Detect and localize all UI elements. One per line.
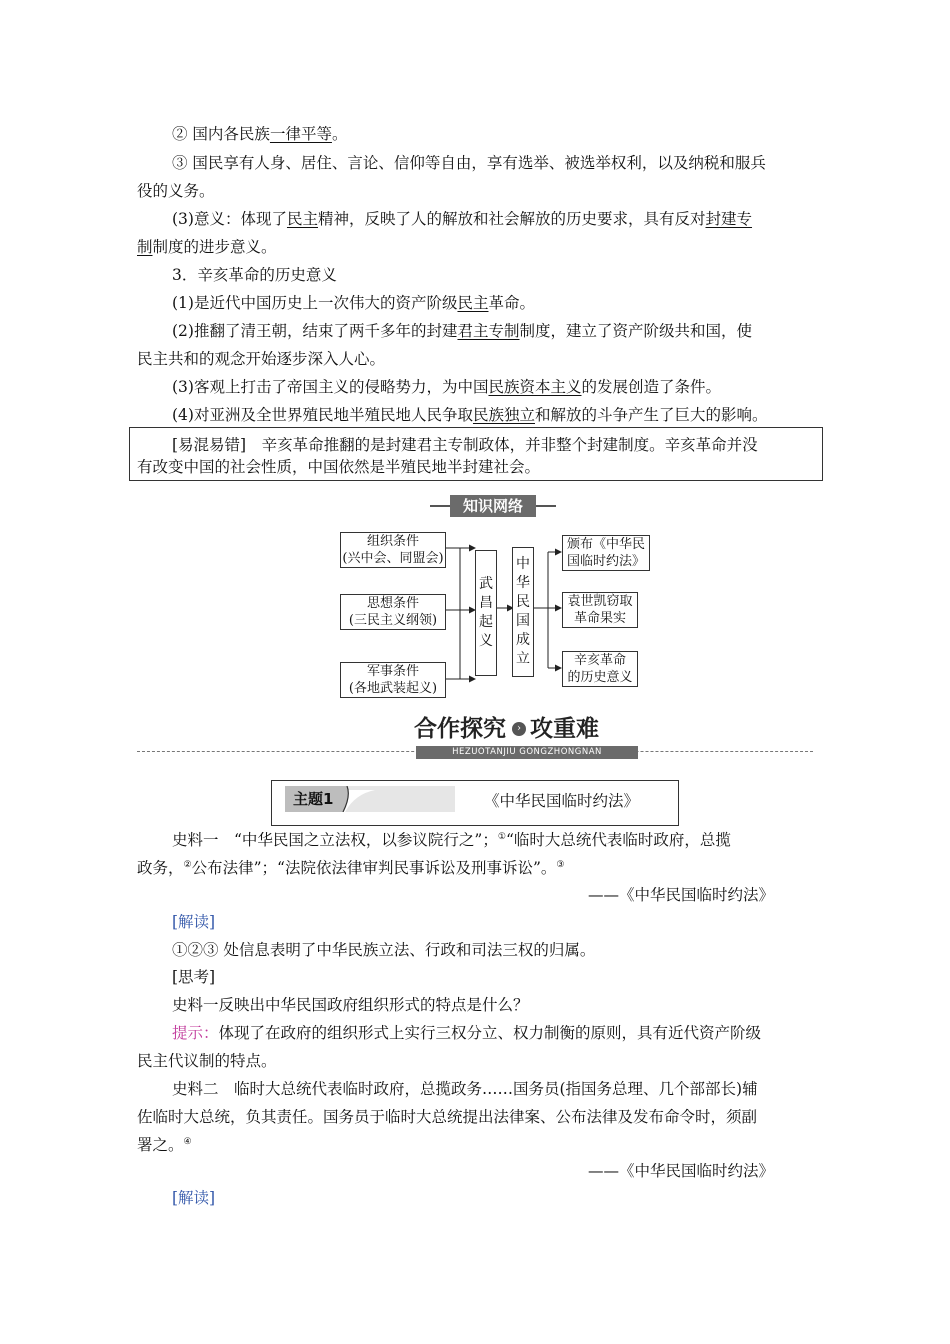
network-title-bar: [430, 495, 556, 517]
meaning-4: (4)对亚洲及全世界殖民地半殖民地人民争取民族独立和解放的斗争产生了巨大的影响。: [172, 406, 768, 424]
org-condition-box: 组织条件 (兴中会、同盟会): [340, 532, 446, 568]
source1-question: 史料一反映出中华民国政府组织形式的特点是什么？: [172, 996, 529, 1014]
military-condition-box: 军事条件 (各地武装起义): [340, 662, 446, 698]
clause-2: ② 国内各民族一律平等。: [172, 125, 348, 143]
roc-founded-box: 中 华 民 国 成 立: [512, 547, 534, 677]
meaning-3: (3)客观上打击了帝国主义的侵略势力，为中国民族资本主义的发展创造了条件。: [172, 378, 721, 396]
cooperation-banner: [414, 714, 644, 762]
source2-line-2: 佐临时大总统，负其责任。国务员于临时大总统提出法律案、公布法律及发布命令时，须副: [137, 1108, 758, 1126]
source1-citation: ——《中华民国临时约法》: [588, 886, 775, 904]
topic-label-tab: [285, 786, 455, 812]
wuchang-uprising-box: 武 昌 起 义: [475, 550, 497, 676]
chevron-right-icon: ›: [512, 722, 526, 736]
source1-line-2: 政务，②公布法律”；“法院依法律审判民事诉讼及刑事诉讼”。③: [137, 859, 565, 877]
meaning-1: (1)是近代中国历史上一次伟大的资产阶级民主革命。: [172, 294, 535, 312]
source2-line-3: 署之。④: [137, 1136, 192, 1154]
source1-interpret-text: ①②③ 处信息表明了中华民族立法、行政和司法三权的归属。: [172, 941, 596, 959]
significance-cont: 制制度的进步意义。: [137, 238, 277, 256]
source1-tip-cont: 民主代议制的特点。: [137, 1052, 277, 1070]
source1-think-label: [思考]: [172, 968, 216, 986]
meaning-2: (2)推翻了清王朝，结束了两千多年的封建君主专制制度，建立了资产阶级共和国，使: [172, 322, 752, 340]
clause-3: ③ 国民享有人身、居住、言论、信仰等自由，享有选举、被选举权利，以及纳税和服兵: [172, 154, 766, 172]
note-line-2: 有改变中国的社会性质，中国依然是半殖民地半封建社会。: [137, 458, 541, 476]
clause-3-cont: 役的义务。: [137, 182, 215, 200]
source2-interpret-label: [解读]: [172, 1189, 216, 1207]
topic-label: 主题1: [293, 790, 334, 808]
yuan-shikai-box: 袁世凯窃取 革命果实: [562, 592, 638, 628]
banner-left: 合作探究: [414, 716, 506, 742]
source1-interpret-label: [解读]: [172, 913, 216, 931]
topic-title: 《中华民国临时约法》: [484, 792, 640, 810]
network-title: 知识网络: [450, 495, 536, 517]
meaning-2-cont: 民主共和的观念开始逐步深入人心。: [137, 350, 386, 368]
section-3-heading: 3．辛亥革命的历史意义: [172, 266, 337, 284]
note-line-1: [易混易错] 辛亥革命推翻的是封建君主专制政体，并非整个封建制度。辛亥革命并没: [172, 436, 758, 454]
source1-line-1: 史料一 “中华民国之立法权，以参议院行之”；①“临时大总统代表临时政府，总揽: [172, 831, 731, 849]
source2-citation: ——《中华民国临时约法》: [588, 1162, 775, 1180]
provisional-constitution-box: 颁布《中华民 国临时约法》: [562, 535, 650, 571]
banner-right: 攻重难: [530, 716, 599, 742]
source2-line-1: 史料二 临时大总统代表临时政府，总揽政务……国务员(指国务总理、几个部部长)辅: [172, 1080, 758, 1098]
banner-subtitle: HEZUOTANJIU GONGZHONGNAN: [416, 746, 638, 759]
idea-condition-box: 思想条件 (三民主义纲领): [340, 594, 446, 630]
significance-line: (3)意义：体现了民主精神，反映了人的解放和社会解放的历史要求，具有反对封建专: [172, 210, 753, 228]
revolution-meaning-box: 辛亥革命 的历史意义: [562, 651, 638, 687]
source1-tip: 提示：体现了在政府的组织形式上实行三权分立、权力制衡的原则，具有近代资产阶级: [172, 1024, 762, 1042]
